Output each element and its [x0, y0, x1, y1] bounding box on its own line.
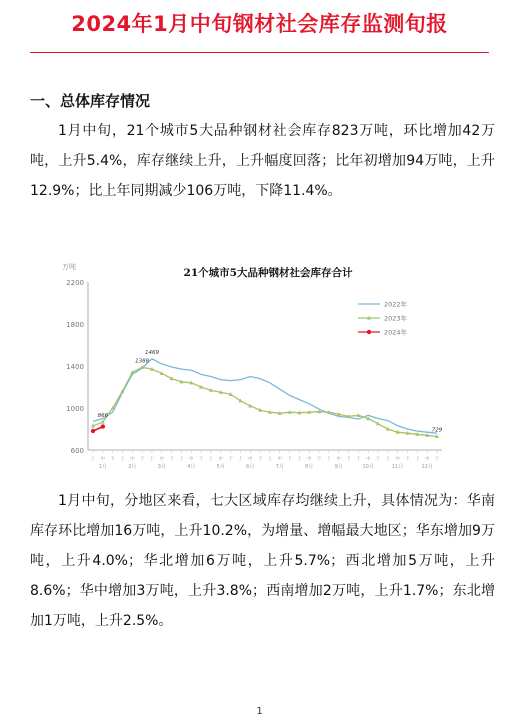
x-month-label: 3月	[157, 464, 166, 470]
page-number: 1	[256, 706, 263, 717]
y-tick-label: 2200	[66, 279, 84, 287]
data-label: 729	[431, 427, 443, 434]
x-tick-label: 上	[120, 457, 125, 462]
x-month-label: 8月	[305, 464, 314, 470]
section-heading: 一、总体库存情况	[30, 92, 151, 110]
y-tick-label: 1800	[66, 321, 84, 329]
x-month-label: 10月	[362, 464, 374, 470]
x-tick-label: 上	[385, 457, 391, 462]
x-tick-label: 下	[434, 457, 440, 462]
data-label: 1469	[144, 349, 159, 356]
x-month-label: 5月	[216, 464, 225, 470]
x-tick-label: 上	[90, 457, 96, 462]
x-month-label: 6月	[246, 464, 255, 470]
x-tick-label: 中	[189, 457, 194, 462]
paragraph-total-inventory: 1月中旬，21个城市5大品种钢材社会库存823万吨，环比增加42万吨，上升5.4%，库存继续上升，上升幅度回落；比年初增加94万吨，上升12.9%；比上年同期减少106万吨，下降11.4%。	[30, 123, 495, 199]
x-tick-label: 中	[100, 457, 106, 462]
x-tick-label: 上	[149, 457, 155, 462]
x-month-label: 7月	[275, 464, 284, 470]
x-tick-label: 下	[257, 457, 263, 462]
x-tick-label: 上	[267, 457, 273, 462]
chart-svg	[58, 257, 458, 477]
x-tick-label: 下	[405, 457, 410, 462]
report-title: 2024年1月中旬钢材社会库存监测旬报	[71, 12, 448, 36]
y-axis-unit-label: 万吨	[62, 263, 76, 271]
x-tick-label: 中	[424, 457, 430, 462]
x-tick-label: 中	[395, 457, 400, 462]
x-tick-label: 下	[346, 457, 351, 462]
y-tick-label: 1000	[66, 405, 84, 413]
x-tick-label: 中	[248, 457, 253, 462]
x-tick-label: 中	[130, 457, 135, 462]
series-line-2022年	[93, 359, 437, 433]
x-month-label: 2月	[128, 464, 137, 470]
legend-label: 2023年	[384, 314, 408, 323]
legend-label: 2022年	[384, 300, 408, 309]
x-tick-label: 下	[287, 457, 292, 462]
data-point	[101, 424, 105, 428]
legend-label: 2024年	[384, 328, 408, 337]
data-point	[91, 429, 95, 433]
x-tick-label: 下	[375, 457, 381, 462]
x-month-label: 12月	[421, 464, 433, 470]
x-tick-label: 中	[159, 457, 165, 462]
x-tick-label: 中	[218, 457, 224, 462]
x-tick-label: 上	[326, 457, 332, 462]
x-tick-label: 下	[110, 457, 115, 462]
y-tick-label: 600	[70, 447, 84, 455]
y-tick-label: 1400	[66, 363, 84, 371]
x-month-label: 1月	[98, 464, 107, 470]
x-tick-label: 下	[316, 457, 322, 462]
x-tick-label: 下	[169, 457, 174, 462]
x-tick-label: 中	[277, 457, 282, 462]
x-tick-label: 上	[208, 457, 214, 462]
x-tick-label: 中	[336, 457, 341, 462]
chart-title: 21个城市5大品种钢材社会库存合计	[183, 267, 353, 279]
title-divider	[30, 52, 489, 53]
x-month-label: 4月	[187, 464, 196, 470]
x-month-label: 9月	[334, 464, 343, 470]
x-tick-label: 下	[228, 457, 233, 462]
data-label: 866	[97, 413, 109, 420]
paragraph-regional-inventory: 1月中旬，分地区来看，七大区域库存均继续上升，具体情况为：华南库存环比增加16万吨，上升10.2%，为增量、增幅最大地区；华东增加9万吨，上升4.0%；华北增加6万吨，上升5.7%；西北增加5万吨，上升8.6%；华中增加3万吨，上升3.8%；西南增加2万吨，上升1.7%；东北增加1万吨，上升2.5%。	[30, 493, 495, 629]
legend-marker	[367, 330, 371, 334]
inventory-line-chart	[58, 257, 458, 477]
x-tick-label: 上	[356, 457, 361, 462]
series-line-2023年	[93, 367, 437, 436]
x-month-label: 11月	[391, 464, 404, 470]
x-tick-label: 下	[139, 457, 145, 462]
x-tick-label: 上	[179, 457, 184, 462]
x-tick-label: 下	[198, 457, 204, 462]
x-tick-label: 上	[415, 457, 420, 462]
x-tick-label: 中	[306, 457, 312, 462]
data-label: 1388	[135, 358, 150, 365]
x-tick-label: 中	[365, 457, 371, 462]
x-tick-label: 上	[297, 457, 302, 462]
x-tick-label: 上	[238, 457, 243, 462]
